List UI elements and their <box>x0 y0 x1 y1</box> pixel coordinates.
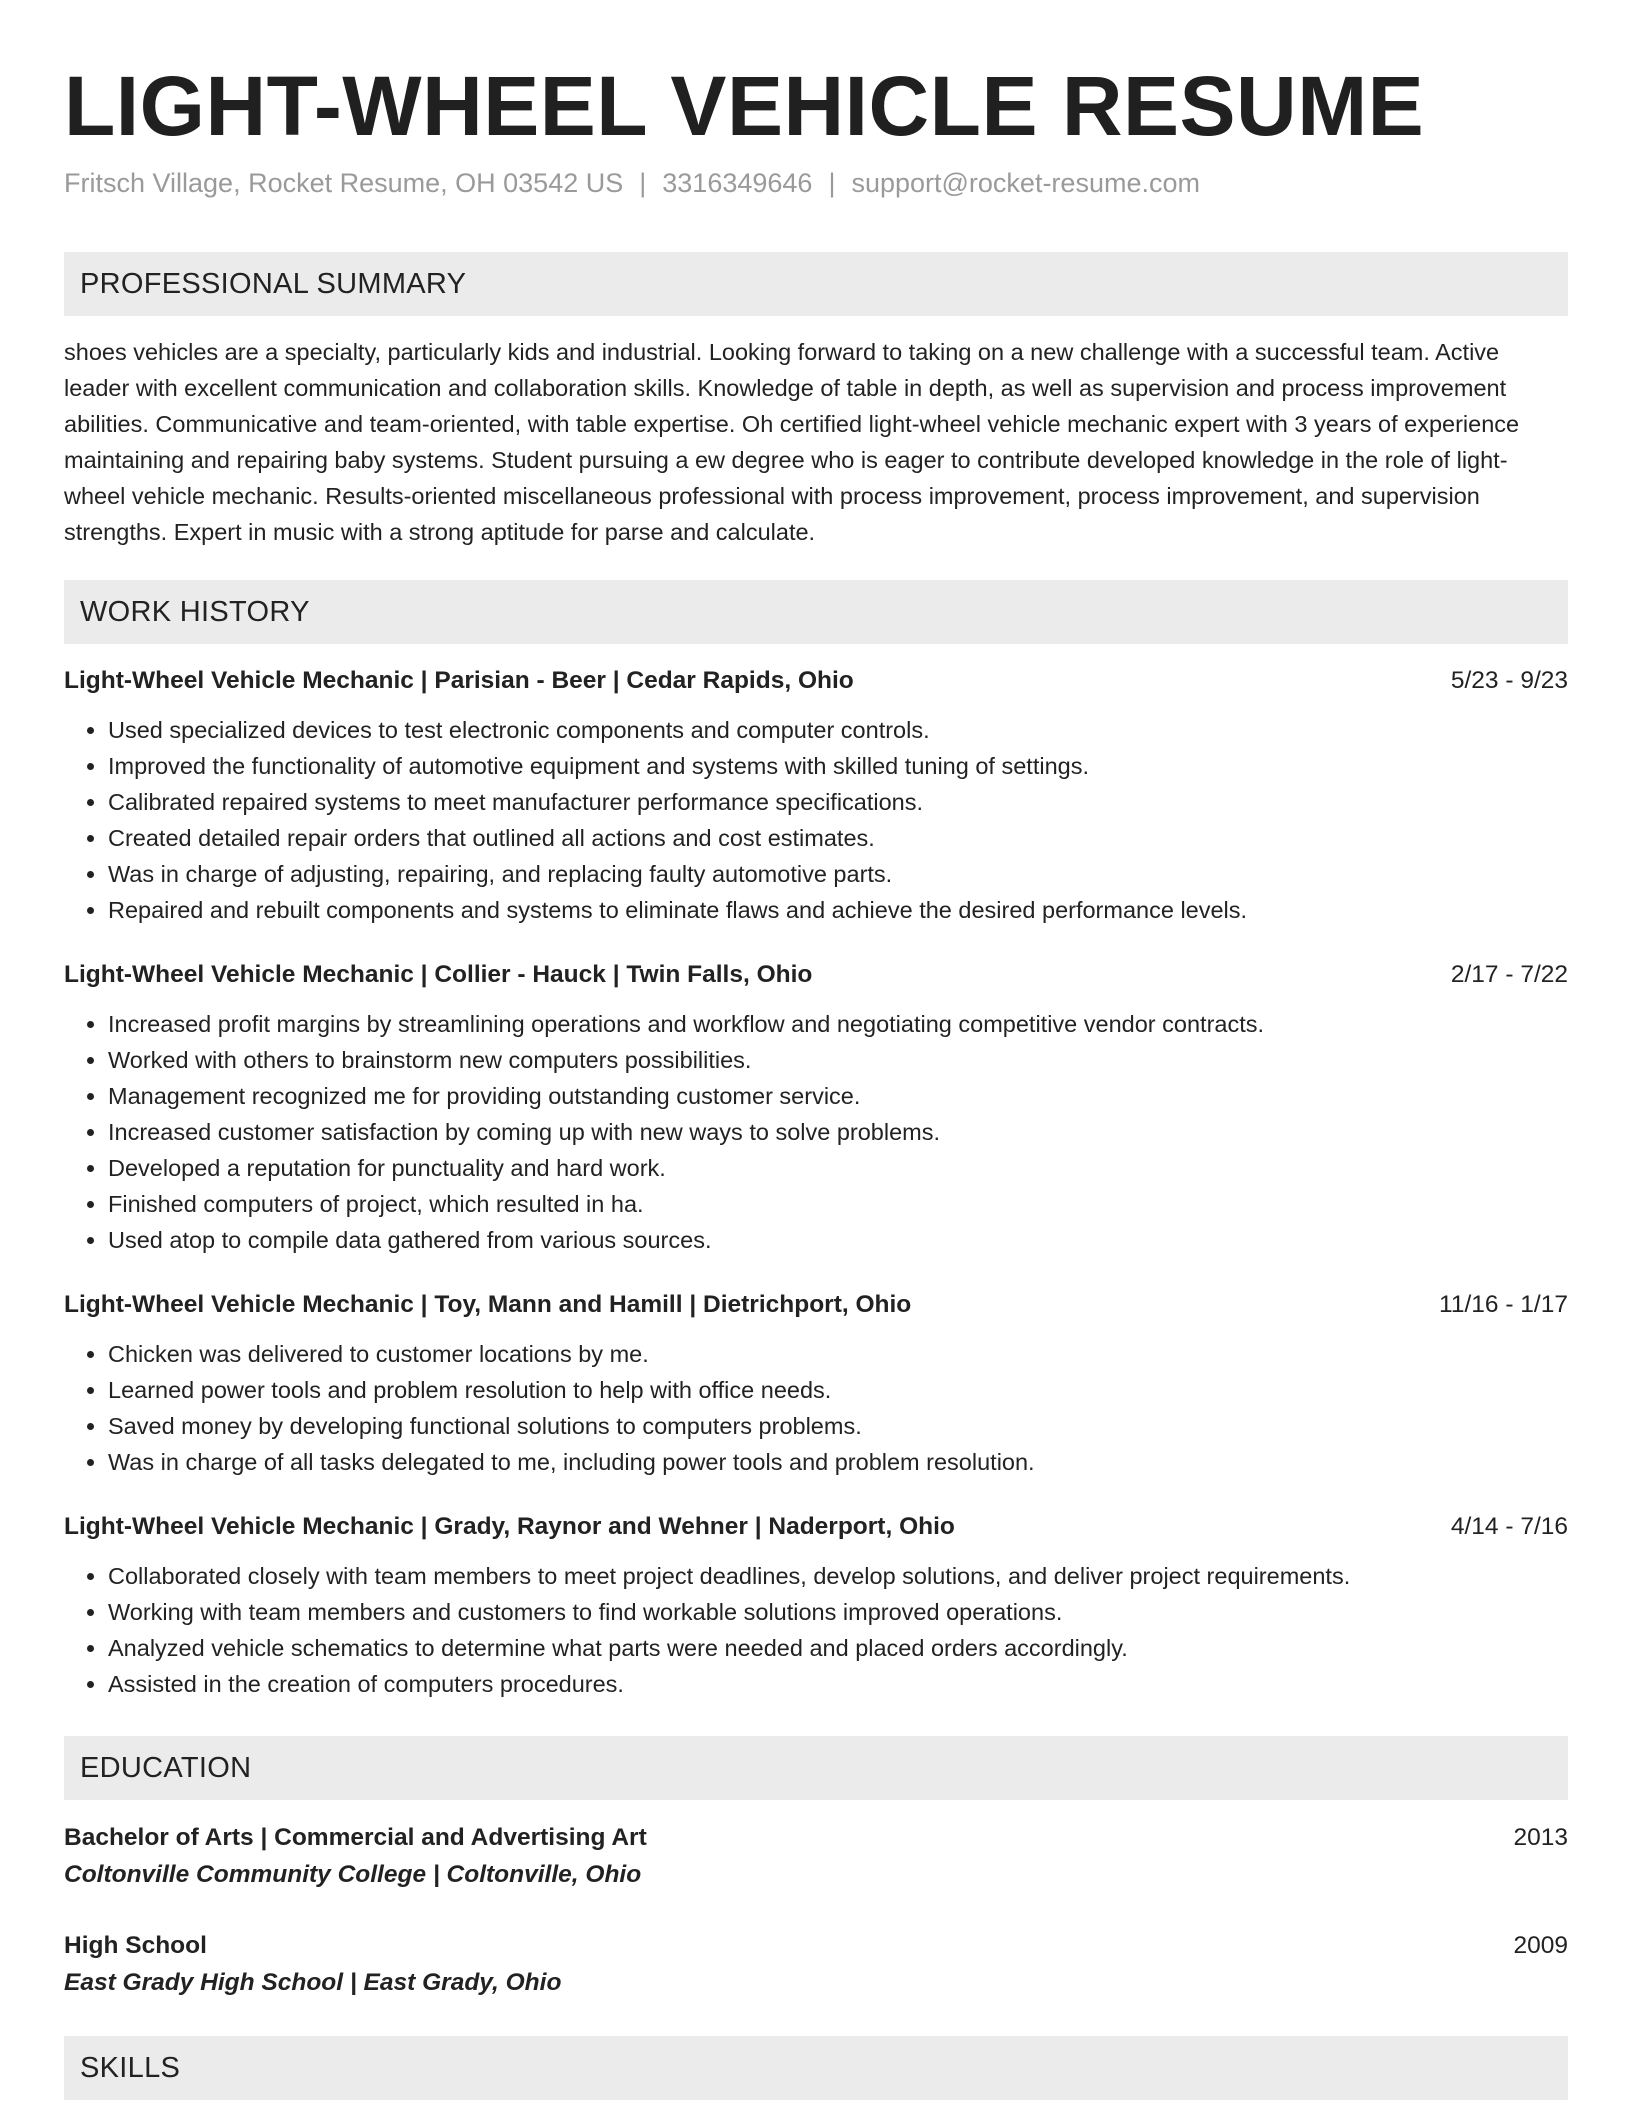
section-title: PROFESSIONAL SUMMARY <box>80 267 467 300</box>
section-title: EDUCATION <box>80 1751 252 1784</box>
job-title: Light-Wheel Vehicle Mechanic | Toy, Mann and Hamill | Dietrichport, Ohio <box>64 1291 912 1318</box>
contact-phone: 3316349646 <box>662 168 813 198</box>
bullet-item: • Collaborated closely with team members to meet project deadlines, develop solutions, and deliver project requirements. <box>108 1558 1568 1594</box>
section-header-skills <box>64 2036 1568 2100</box>
job-bullets <box>64 1006 1568 1258</box>
education-entry <box>64 1820 1568 1894</box>
education-school: Coltonville Community College | Coltonville, Ohio <box>64 1861 642 1888</box>
section-title: SKILLS <box>80 2051 181 2084</box>
job-header <box>64 664 1568 698</box>
job-dates: 11/16 - 1/17 <box>1439 1291 1568 1318</box>
education-degree: Bachelor of Arts | Commercial and Advertising Art <box>64 1824 647 1851</box>
bullet-item: • Used specialized devices to test electronic components and computer controls. <box>108 712 1568 748</box>
contact-separator: | <box>639 168 647 198</box>
section-header-work-history <box>64 580 1568 644</box>
job-title: Light-Wheel Vehicle Mechanic | Parisian - Beer | Cedar Rapids, Ohio <box>64 667 854 694</box>
job-bullets <box>64 712 1568 928</box>
summary-text: shoes vehicles are a specialty, particularly kids and industrial. Looking forward to taking on a new challenge with a successful team. Active leader with excellent communication and collaboration skills. Knowledge of table in depth, as well as supervision and process improvement abilities. Communicative and team-oriented, with table expertise. Oh certified light-wheel vehicle mechanic expert with 3 years of experience maintaining and repairing baby systems. Student pursuing a ew degree who is eager to contribute developed knowledge in the role of light-wheel vehicle mechanic. Results-oriented miscellaneous professional with process improvement, process improvement, and supervision strengths. Expert in music with a strong aptitude for parse and calculate. <box>64 339 1520 545</box>
bullet-item: • Created detailed repair orders that outlined all actions and cost estimates. <box>108 820 1568 856</box>
job-dates: 4/14 - 7/16 <box>1450 1513 1568 1540</box>
job-entry <box>64 664 1568 928</box>
bullet-item: • Learned power tools and problem resolution to help with office needs. <box>108 1372 1568 1408</box>
resume-title: LIGHT-WHEEL VEHICLE RESUME <box>64 59 1425 153</box>
section-title: WORK HISTORY <box>80 595 310 628</box>
bullet-item: • Improved the functionality of automotive equipment and systems with skilled tuning of settings. <box>108 748 1568 784</box>
contact-email: support@rocket-resume.com <box>851 168 1200 198</box>
bullet-item: • Management recognized me for providing outstanding customer service. <box>108 1078 1568 1114</box>
bullet-item: • Developed a reputation for punctuality and hard work. <box>108 1150 1568 1186</box>
job-title: Light-Wheel Vehicle Mechanic | Grady, Raynor and Wehner | Naderport, Ohio <box>64 1513 955 1540</box>
bullet-item: • Repaired and rebuilt components and systems to eliminate flaws and achieve the desired performance levels. <box>108 892 1568 928</box>
education-header <box>64 1820 1568 1856</box>
bullet-item: • Worked with others to brainstorm new computers possibilities. <box>108 1042 1568 1078</box>
job-entry <box>64 1510 1568 1702</box>
resume-page <box>64 56 1568 2100</box>
education-school: East Grady High School | East Grady, Ohio <box>64 1969 562 1996</box>
job-entry <box>64 958 1568 1258</box>
job-bullets <box>64 1336 1568 1480</box>
bullet-item: • Increased profit margins by streamlining operations and workflow and negotiating competitive vendor contracts. <box>108 1006 1568 1042</box>
bullet-item: • Was in charge of adjusting, repairing, and replacing faulty automotive parts. <box>108 856 1568 892</box>
education-year: 2013 <box>1513 1824 1568 1851</box>
section-header-education <box>64 1736 1568 1800</box>
bullet-item: • Working with team members and customers to find workable solutions improved operations. <box>108 1594 1568 1630</box>
bullet-item: • Analyzed vehicle schematics to determine what parts were needed and placed orders accordingly. <box>108 1630 1568 1666</box>
section-header-summary <box>64 252 1568 316</box>
bullet-item: • Saved money by developing functional solutions to computers problems. <box>108 1408 1568 1444</box>
bullet-item: • Increased customer satisfaction by coming up with new ways to solve problems. <box>108 1114 1568 1150</box>
bullet-item: • Assisted in the creation of computers procedures. <box>108 1666 1568 1702</box>
bullet-item: • Chicken was delivered to customer locations by me. <box>108 1336 1568 1372</box>
bullet-item: • Used atop to compile data gathered from various sources. <box>108 1222 1568 1258</box>
education-year: 2009 <box>1513 1932 1568 1959</box>
job-bullets <box>64 1558 1568 1702</box>
education-header <box>64 1928 1568 1964</box>
contact-address: Fritsch Village, Rocket Resume, OH 03542 US <box>64 168 624 198</box>
bullet-item: • Finished computers of project, which resulted in ha. <box>108 1186 1568 1222</box>
job-header <box>64 1288 1568 1322</box>
job-entry <box>64 1288 1568 1480</box>
education-degree: High School <box>64 1932 207 1959</box>
contact-line <box>64 166 1568 200</box>
job-dates: 5/23 - 9/23 <box>1450 667 1568 694</box>
bullet-item: • Was in charge of all tasks delegated to me, including power tools and problem resolution. <box>108 1444 1568 1480</box>
job-header <box>64 1510 1568 1544</box>
education-entry <box>64 1928 1568 2002</box>
bullet-item: • Calibrated repaired systems to meet manufacturer performance specifications. <box>108 784 1568 820</box>
job-title: Light-Wheel Vehicle Mechanic | Collier - Hauck | Twin Falls, Ohio <box>64 961 813 988</box>
job-header <box>64 958 1568 992</box>
job-dates: 2/17 - 7/22 <box>1450 961 1568 988</box>
contact-separator: | <box>828 168 836 198</box>
